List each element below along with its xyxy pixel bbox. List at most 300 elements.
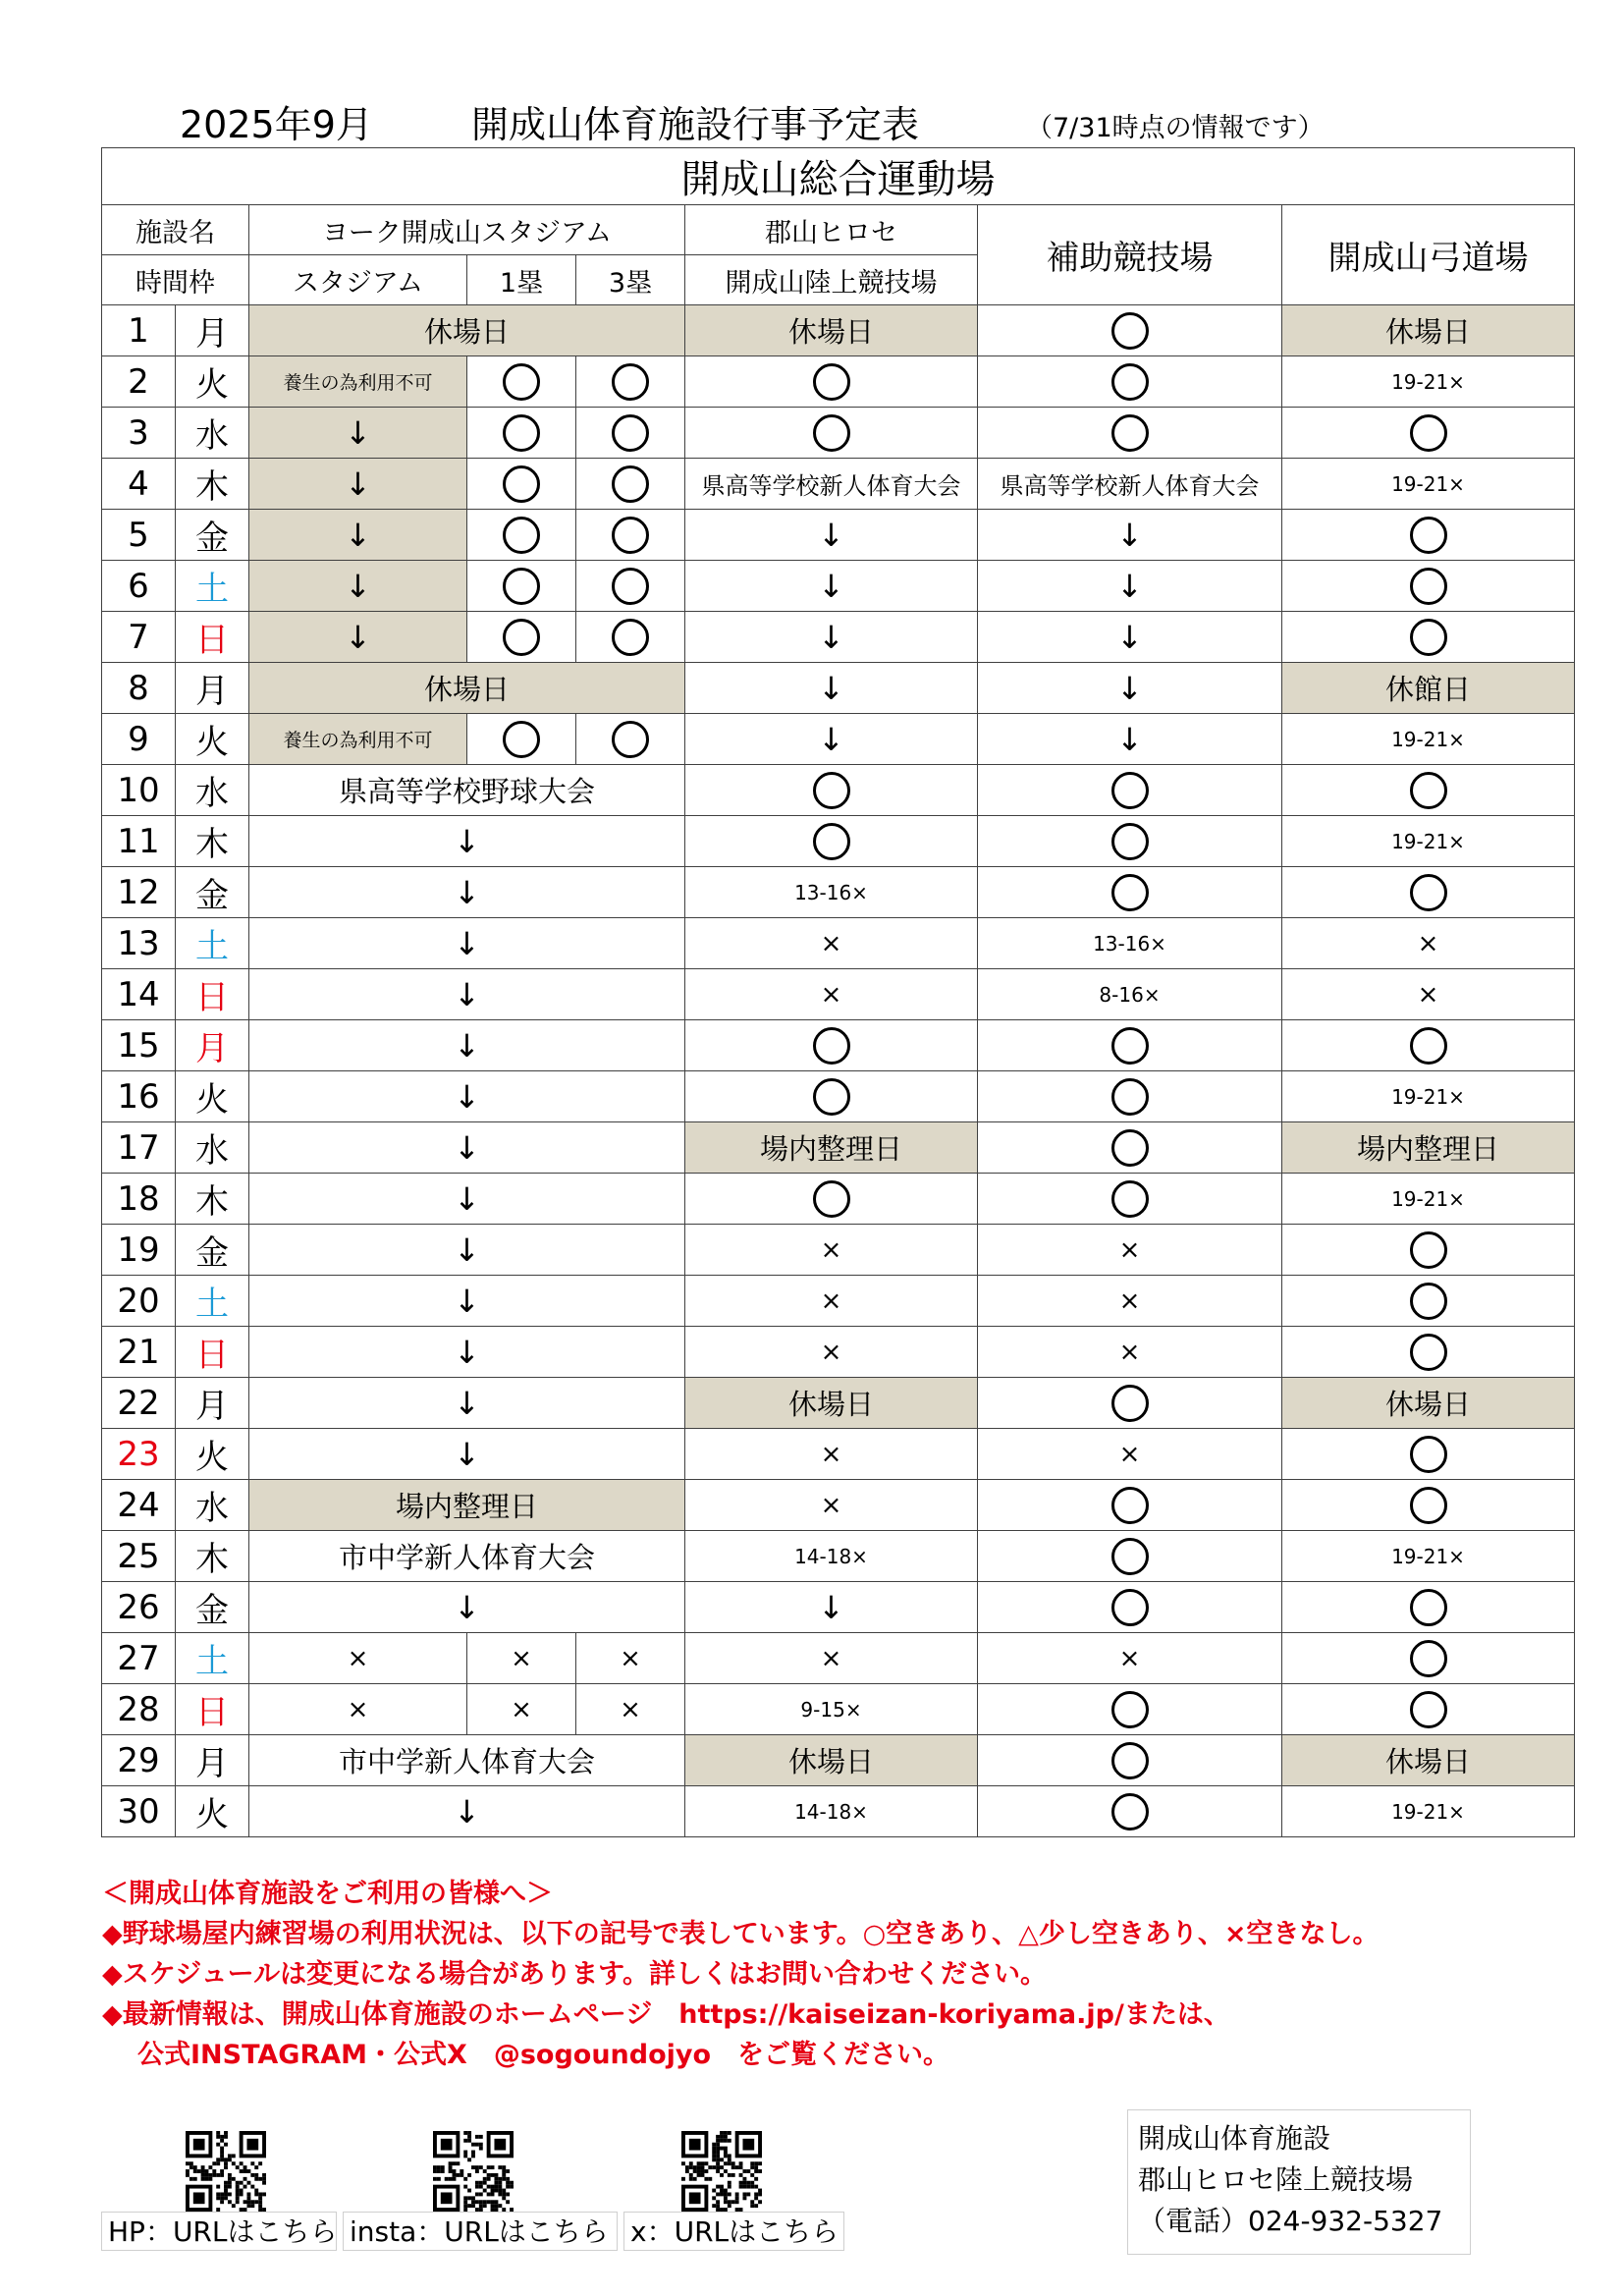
day-of-week: 金	[176, 1582, 249, 1633]
day-number: 4	[102, 459, 176, 510]
stadium-cell: ↓	[249, 510, 467, 561]
schedule-row	[102, 765, 1575, 816]
available-circle-icon	[1410, 1487, 1447, 1524]
day-of-week: 土	[176, 1633, 249, 1684]
schedule-row	[102, 1276, 1575, 1327]
available-circle-icon	[1111, 1742, 1149, 1779]
schedule-row	[102, 1633, 1575, 1684]
notice-line: 公式INSTAGRAM・公式X @sogoundojyo をご覧ください。	[137, 2040, 950, 2070]
stadium-group-cell: ↓	[249, 816, 685, 867]
day-number: 21	[102, 1327, 176, 1378]
kyudo-cell	[1282, 1582, 1575, 1633]
day-of-week: 月	[176, 663, 249, 714]
stadium-group-cell: ↓	[249, 1582, 685, 1633]
available-circle-icon	[612, 619, 649, 656]
day-of-week: 火	[176, 1429, 249, 1480]
first-base-cell	[467, 510, 576, 561]
athletics-cell: 14-18×	[685, 1786, 978, 1837]
available-circle-icon	[612, 517, 649, 554]
schedule-row	[102, 459, 1575, 510]
first-base-cell	[467, 459, 576, 510]
aux-field-cell: ×	[978, 1429, 1282, 1480]
schedule-row	[102, 1735, 1575, 1786]
athletics-cell: ↓	[685, 663, 978, 714]
kyudo-cell: 休場日	[1282, 1735, 1575, 1786]
available-circle-icon	[503, 465, 540, 503]
kyudo-cell	[1282, 1480, 1575, 1531]
day-number: 22	[102, 1378, 176, 1429]
available-circle-icon	[813, 1027, 850, 1065]
notice-line: ◆最新情報は、開成山体育施設のホームページ https://kaiseizan-koriyama.jp/または、	[102, 1999, 1230, 2030]
day-number: 8	[102, 663, 176, 714]
day-of-week: 木	[176, 816, 249, 867]
day-number: 5	[102, 510, 176, 561]
kyudo-cell	[1282, 1020, 1575, 1071]
kyudo-cell	[1282, 1327, 1575, 1378]
stadium-group-cell: 市中学新人体育大会	[249, 1735, 685, 1786]
stadium-group-cell: ↓	[249, 1378, 685, 1429]
stadium-group-cell: ↓	[249, 1225, 685, 1276]
aux-field-cell	[978, 1071, 1282, 1122]
available-circle-icon	[1111, 874, 1149, 911]
athletics-cell	[685, 356, 978, 408]
stadium-group-cell: ↓	[249, 918, 685, 969]
stadium-cell: 養生の為利用不可	[249, 356, 467, 408]
facility-name-header: 施設名	[102, 205, 249, 255]
schedule-row	[102, 1378, 1575, 1429]
available-circle-icon	[1111, 772, 1149, 809]
stadium-cell: ↓	[249, 612, 467, 663]
first-base-cell	[467, 561, 576, 612]
stadium-group-cell: ↓	[249, 1786, 685, 1837]
available-circle-icon	[1410, 619, 1447, 656]
aux-field-cell	[978, 1531, 1282, 1582]
stadium-group-cell: ↓	[249, 1327, 685, 1378]
stadium-group-cell: ↓	[249, 969, 685, 1020]
stadium-group-cell: 市中学新人体育大会	[249, 1531, 685, 1582]
stadium-cell: ↓	[249, 459, 467, 510]
stadium-group-cell: ↓	[249, 1122, 685, 1174]
first-base-header: 1塁	[467, 255, 576, 305]
kyudo-cell: 19-21×	[1282, 459, 1575, 510]
hp-link[interactable]: HP：URLはこちら	[101, 2212, 337, 2251]
kyudo-cell: 19-21×	[1282, 356, 1575, 408]
athletics-cell	[685, 816, 978, 867]
day-number: 9	[102, 714, 176, 765]
athletics-cell: ↓	[685, 612, 978, 663]
available-circle-icon	[612, 568, 649, 605]
kyudo-cell	[1282, 1225, 1575, 1276]
kyudo-cell	[1282, 612, 1575, 663]
available-circle-icon	[503, 363, 540, 401]
athletics-cell: ↓	[685, 1582, 978, 1633]
kyudo-cell	[1282, 1276, 1575, 1327]
kyudo-cell: 19-21×	[1282, 1786, 1575, 1837]
schedule-row	[102, 1174, 1575, 1225]
kyudo-cell: ×	[1282, 918, 1575, 969]
third-base-cell	[576, 408, 685, 459]
athletics-cell: ↓	[685, 561, 978, 612]
day-number: 17	[102, 1122, 176, 1174]
document-title: 開成山体育施設行事予定表	[471, 103, 920, 146]
stadium-cell: ×	[249, 1684, 467, 1735]
schedule-row	[102, 1071, 1575, 1122]
stadium-cell: ↓	[249, 408, 467, 459]
schedule-row	[102, 1122, 1575, 1174]
day-of-week: 火	[176, 1786, 249, 1837]
available-circle-icon	[813, 772, 850, 809]
schedule-row	[102, 356, 1575, 408]
aux-field-cell: ×	[978, 1225, 1282, 1276]
athletics-cell: 県高等学校新人体育大会	[685, 459, 978, 510]
day-of-week: 日	[176, 1684, 249, 1735]
schedule-row	[102, 305, 1575, 356]
stadium-group-header: ヨーク開成山スタジアム	[249, 205, 685, 255]
available-circle-icon	[503, 619, 540, 656]
day-of-week: 月	[176, 1735, 249, 1786]
athletics-cell: ×	[685, 969, 978, 1020]
day-of-week: 日	[176, 969, 249, 1020]
available-circle-icon	[813, 363, 850, 401]
day-of-week: 火	[176, 1071, 249, 1122]
available-circle-icon	[503, 568, 540, 605]
athletics-cell	[685, 1174, 978, 1225]
notice-heading: ＜開成山体育施設をご利用の皆様へ＞	[102, 1879, 553, 1909]
kyudo-cell: 19-21×	[1282, 714, 1575, 765]
schedule-row	[102, 1786, 1575, 1837]
available-circle-icon	[503, 414, 540, 452]
available-circle-icon	[1111, 1691, 1149, 1728]
schedule-row	[102, 612, 1575, 663]
athletics-cell: ×	[685, 1633, 978, 1684]
day-number: 27	[102, 1633, 176, 1684]
timeslot-header: 時間枠	[102, 255, 249, 305]
aux-field-cell	[978, 816, 1282, 867]
day-number: 29	[102, 1735, 176, 1786]
available-circle-icon	[1410, 1589, 1447, 1626]
athletics-header-line1: 郡山ヒロセ	[685, 205, 978, 255]
aux-field-header: 補助競技場	[978, 205, 1282, 305]
day-number: 26	[102, 1582, 176, 1633]
contact-organization: 開成山体育施設	[1138, 2122, 1331, 2155]
athletics-cell: 14-18×	[685, 1531, 978, 1582]
day-number: 13	[102, 918, 176, 969]
athletics-cell: ×	[685, 918, 978, 969]
kyudo-cell: 場内整理日	[1282, 1122, 1575, 1174]
third-base-cell	[576, 459, 685, 510]
day-number: 11	[102, 816, 176, 867]
first-base-cell	[467, 408, 576, 459]
kyudo-cell	[1282, 510, 1575, 561]
athletics-cell: ×	[685, 1429, 978, 1480]
day-of-week: 金	[176, 1225, 249, 1276]
insta-link[interactable]: insta：URLはこちら	[343, 2212, 618, 2251]
available-circle-icon	[1410, 1231, 1447, 1269]
day-of-week: 土	[176, 561, 249, 612]
stadium-group-cell: ↓	[249, 1174, 685, 1225]
available-circle-icon	[1111, 1487, 1149, 1524]
day-of-week: 木	[176, 1531, 249, 1582]
aux-field-cell: 県高等学校新人体育大会	[978, 459, 1282, 510]
athletics-cell: ×	[685, 1480, 978, 1531]
available-circle-icon	[1410, 1436, 1447, 1473]
stadium-group-cell: 休場日	[249, 305, 685, 356]
athletics-cell: 9-15×	[685, 1684, 978, 1735]
schedule-row	[102, 1225, 1575, 1276]
day-of-week: 月	[176, 1020, 249, 1071]
aux-field-cell	[978, 1684, 1282, 1735]
available-circle-icon	[612, 465, 649, 503]
athletics-cell: ×	[685, 1276, 978, 1327]
aux-field-cell: ↓	[978, 663, 1282, 714]
day-of-week: 木	[176, 459, 249, 510]
kyudo-cell	[1282, 1684, 1575, 1735]
athletics-cell: 13-16×	[685, 867, 978, 918]
schedule-row	[102, 510, 1575, 561]
available-circle-icon	[1410, 1640, 1447, 1677]
aux-field-cell: ×	[978, 1276, 1282, 1327]
third-base-cell	[576, 561, 685, 612]
day-number: 6	[102, 561, 176, 612]
day-number: 2	[102, 356, 176, 408]
aux-field-cell: ↓	[978, 612, 1282, 663]
day-number: 14	[102, 969, 176, 1020]
available-circle-icon	[1111, 1589, 1149, 1626]
kyudo-cell	[1282, 561, 1575, 612]
aux-field-cell: ↓	[978, 714, 1282, 765]
available-circle-icon	[1111, 1385, 1149, 1422]
day-of-week: 水	[176, 1122, 249, 1174]
kyudo-cell: 休館日	[1282, 663, 1575, 714]
athletics-cell: ×	[685, 1225, 978, 1276]
info-date-note: （7/31時点の情報です）	[1026, 113, 1325, 143]
first-base-cell: ×	[467, 1684, 576, 1735]
day-number: 15	[102, 1020, 176, 1071]
aux-field-cell	[978, 1378, 1282, 1429]
first-base-cell	[467, 612, 576, 663]
athletics-cell: ↓	[685, 510, 978, 561]
schedule-row	[102, 714, 1575, 765]
available-circle-icon	[1410, 517, 1447, 554]
available-circle-icon	[1410, 1027, 1447, 1065]
schedule-row	[102, 1429, 1575, 1480]
kyudo-cell: 19-21×	[1282, 1174, 1575, 1225]
aux-field-cell	[978, 305, 1282, 356]
day-number: 25	[102, 1531, 176, 1582]
page-header	[0, 94, 1624, 146]
schedule-row	[102, 1684, 1575, 1735]
kyudo-cell: ×	[1282, 969, 1575, 1020]
kyudo-cell	[1282, 1633, 1575, 1684]
venue-title: 開成山総合運動場	[102, 148, 1575, 205]
kyudo-cell	[1282, 1429, 1575, 1480]
day-number: 19	[102, 1225, 176, 1276]
athletics-cell: 休場日	[685, 1378, 978, 1429]
day-of-week: 土	[176, 1276, 249, 1327]
third-base-cell	[576, 356, 685, 408]
day-of-week: 日	[176, 1327, 249, 1378]
stadium-group-cell: ↓	[249, 1276, 685, 1327]
athletics-cell: ↓	[685, 714, 978, 765]
day-number: 12	[102, 867, 176, 918]
available-circle-icon	[813, 1078, 850, 1116]
aux-field-cell	[978, 1582, 1282, 1633]
contact-phone: （電話）024-932-5327	[1138, 2205, 1443, 2237]
third-base-cell	[576, 714, 685, 765]
day-of-week: 月	[176, 305, 249, 356]
schedule-row	[102, 969, 1575, 1020]
x-link[interactable]: x：URLはこちら	[623, 2212, 844, 2251]
aux-field-cell: ×	[978, 1327, 1282, 1378]
aux-field-cell	[978, 356, 1282, 408]
first-base-cell: ×	[467, 1633, 576, 1684]
notice-line: ◆野球場屋内練習場の利用状況は、以下の記号で表しています。○空きあり、△少し空きあり、×空きなし。	[102, 1919, 1380, 1949]
kyudo-cell	[1282, 765, 1575, 816]
day-of-week: 水	[176, 408, 249, 459]
day-number: 1	[102, 305, 176, 356]
athletics-cell	[685, 765, 978, 816]
athletics-header-line2: 開成山陸上競技場	[685, 255, 978, 305]
available-circle-icon	[503, 517, 540, 554]
stadium-group-cell: ↓	[249, 1071, 685, 1122]
third-base-cell: ×	[576, 1633, 685, 1684]
schedule-row	[102, 1020, 1575, 1071]
aux-field-cell	[978, 1174, 1282, 1225]
stadium-cell: 養生の為利用不可	[249, 714, 467, 765]
day-of-week: 日	[176, 612, 249, 663]
day-of-week: 火	[176, 714, 249, 765]
schedule-period: 2025年9月	[180, 103, 373, 146]
available-circle-icon	[612, 414, 649, 452]
aux-field-cell: 8-16×	[978, 969, 1282, 1020]
contact-venue: 郡山ヒロセ陸上競技場	[1138, 2163, 1414, 2196]
schedule-row	[102, 1582, 1575, 1633]
kyudo-cell: 休場日	[1282, 1378, 1575, 1429]
contact-box	[1127, 2109, 1471, 2255]
available-circle-icon	[1111, 363, 1149, 401]
schedule-row	[102, 663, 1575, 714]
stadium-header: スタジアム	[249, 255, 467, 305]
available-circle-icon	[1111, 1538, 1149, 1575]
x-qr-code[interactable]	[681, 2131, 762, 2212]
available-circle-icon	[503, 721, 540, 758]
available-circle-icon	[1111, 823, 1149, 860]
athletics-cell	[685, 1071, 978, 1122]
first-base-cell	[467, 714, 576, 765]
day-of-week: 金	[176, 867, 249, 918]
aux-field-cell: 13-16×	[978, 918, 1282, 969]
day-number: 20	[102, 1276, 176, 1327]
day-of-week: 土	[176, 918, 249, 969]
schedule-row	[102, 867, 1575, 918]
available-circle-icon	[1410, 414, 1447, 452]
aux-field-cell	[978, 1020, 1282, 1071]
schedule-row	[102, 561, 1575, 612]
notice-section	[102, 1874, 1595, 2075]
day-number: 24	[102, 1480, 176, 1531]
stadium-cell: ↓	[249, 561, 467, 612]
athletics-cell: 場内整理日	[685, 1122, 978, 1174]
third-base-cell: ×	[576, 1684, 685, 1735]
kyudo-cell: 19-21×	[1282, 1071, 1575, 1122]
available-circle-icon	[1111, 1180, 1149, 1218]
schedule-row	[102, 918, 1575, 969]
kyudo-cell: 休場日	[1282, 305, 1575, 356]
kyudo-cell	[1282, 867, 1575, 918]
available-circle-icon	[1410, 1283, 1447, 1320]
day-number: 10	[102, 765, 176, 816]
stadium-cell: ×	[249, 1633, 467, 1684]
available-circle-icon	[1410, 1334, 1447, 1371]
athletics-cell: ×	[685, 1327, 978, 1378]
athletics-cell: 休場日	[685, 1735, 978, 1786]
schedule-row	[102, 408, 1575, 459]
athletics-cell: 休場日	[685, 305, 978, 356]
kyudo-cell: 19-21×	[1282, 1531, 1575, 1582]
available-circle-icon	[813, 414, 850, 452]
day-of-week: 月	[176, 1378, 249, 1429]
available-circle-icon	[1111, 1078, 1149, 1116]
athletics-cell	[685, 1020, 978, 1071]
aux-field-cell	[978, 867, 1282, 918]
stadium-group-cell: ↓	[249, 1020, 685, 1071]
available-circle-icon	[1111, 312, 1149, 350]
available-circle-icon	[1410, 568, 1447, 605]
schedule-row	[102, 1480, 1575, 1531]
available-circle-icon	[612, 363, 649, 401]
aux-field-cell: ×	[978, 1633, 1282, 1684]
day-number: 30	[102, 1786, 176, 1837]
day-of-week: 水	[176, 1480, 249, 1531]
aux-field-cell	[978, 408, 1282, 459]
available-circle-icon	[1111, 1027, 1149, 1065]
available-circle-icon	[612, 721, 649, 758]
notice-line: ◆スケジュールは変更になる場合があります。詳しくはお問い合わせください。	[102, 1959, 1047, 1990]
stadium-group-cell: 県高等学校野球大会	[249, 765, 685, 816]
day-number: 3	[102, 408, 176, 459]
third-base-cell	[576, 612, 685, 663]
aux-field-cell	[978, 1735, 1282, 1786]
athletics-cell	[685, 408, 978, 459]
aux-field-cell	[978, 1786, 1282, 1837]
day-number: 7	[102, 612, 176, 663]
first-base-cell	[467, 356, 576, 408]
available-circle-icon	[1111, 1793, 1149, 1831]
aux-field-cell: ↓	[978, 510, 1282, 561]
day-number: 18	[102, 1174, 176, 1225]
stadium-group-cell: 休場日	[249, 663, 685, 714]
available-circle-icon	[813, 1180, 850, 1218]
aux-field-cell	[978, 765, 1282, 816]
insta-qr-code[interactable]	[433, 2131, 514, 2212]
stadium-group-cell: ↓	[249, 867, 685, 918]
available-circle-icon	[1410, 874, 1447, 911]
kyudo-cell: 19-21×	[1282, 816, 1575, 867]
day-number: 28	[102, 1684, 176, 1735]
schedule-row	[102, 1327, 1575, 1378]
day-of-week: 火	[176, 356, 249, 408]
day-of-week: 木	[176, 1174, 249, 1225]
stadium-group-cell: 場内整理日	[249, 1480, 685, 1531]
available-circle-icon	[813, 823, 850, 860]
aux-field-cell	[978, 1480, 1282, 1531]
available-circle-icon	[1410, 772, 1447, 809]
available-circle-icon	[1410, 1691, 1447, 1728]
day-number: 16	[102, 1071, 176, 1122]
hp-qr-code[interactable]	[186, 2131, 266, 2212]
kyudo-header: 開成山弓道場	[1282, 205, 1575, 305]
schedule-row	[102, 1531, 1575, 1582]
